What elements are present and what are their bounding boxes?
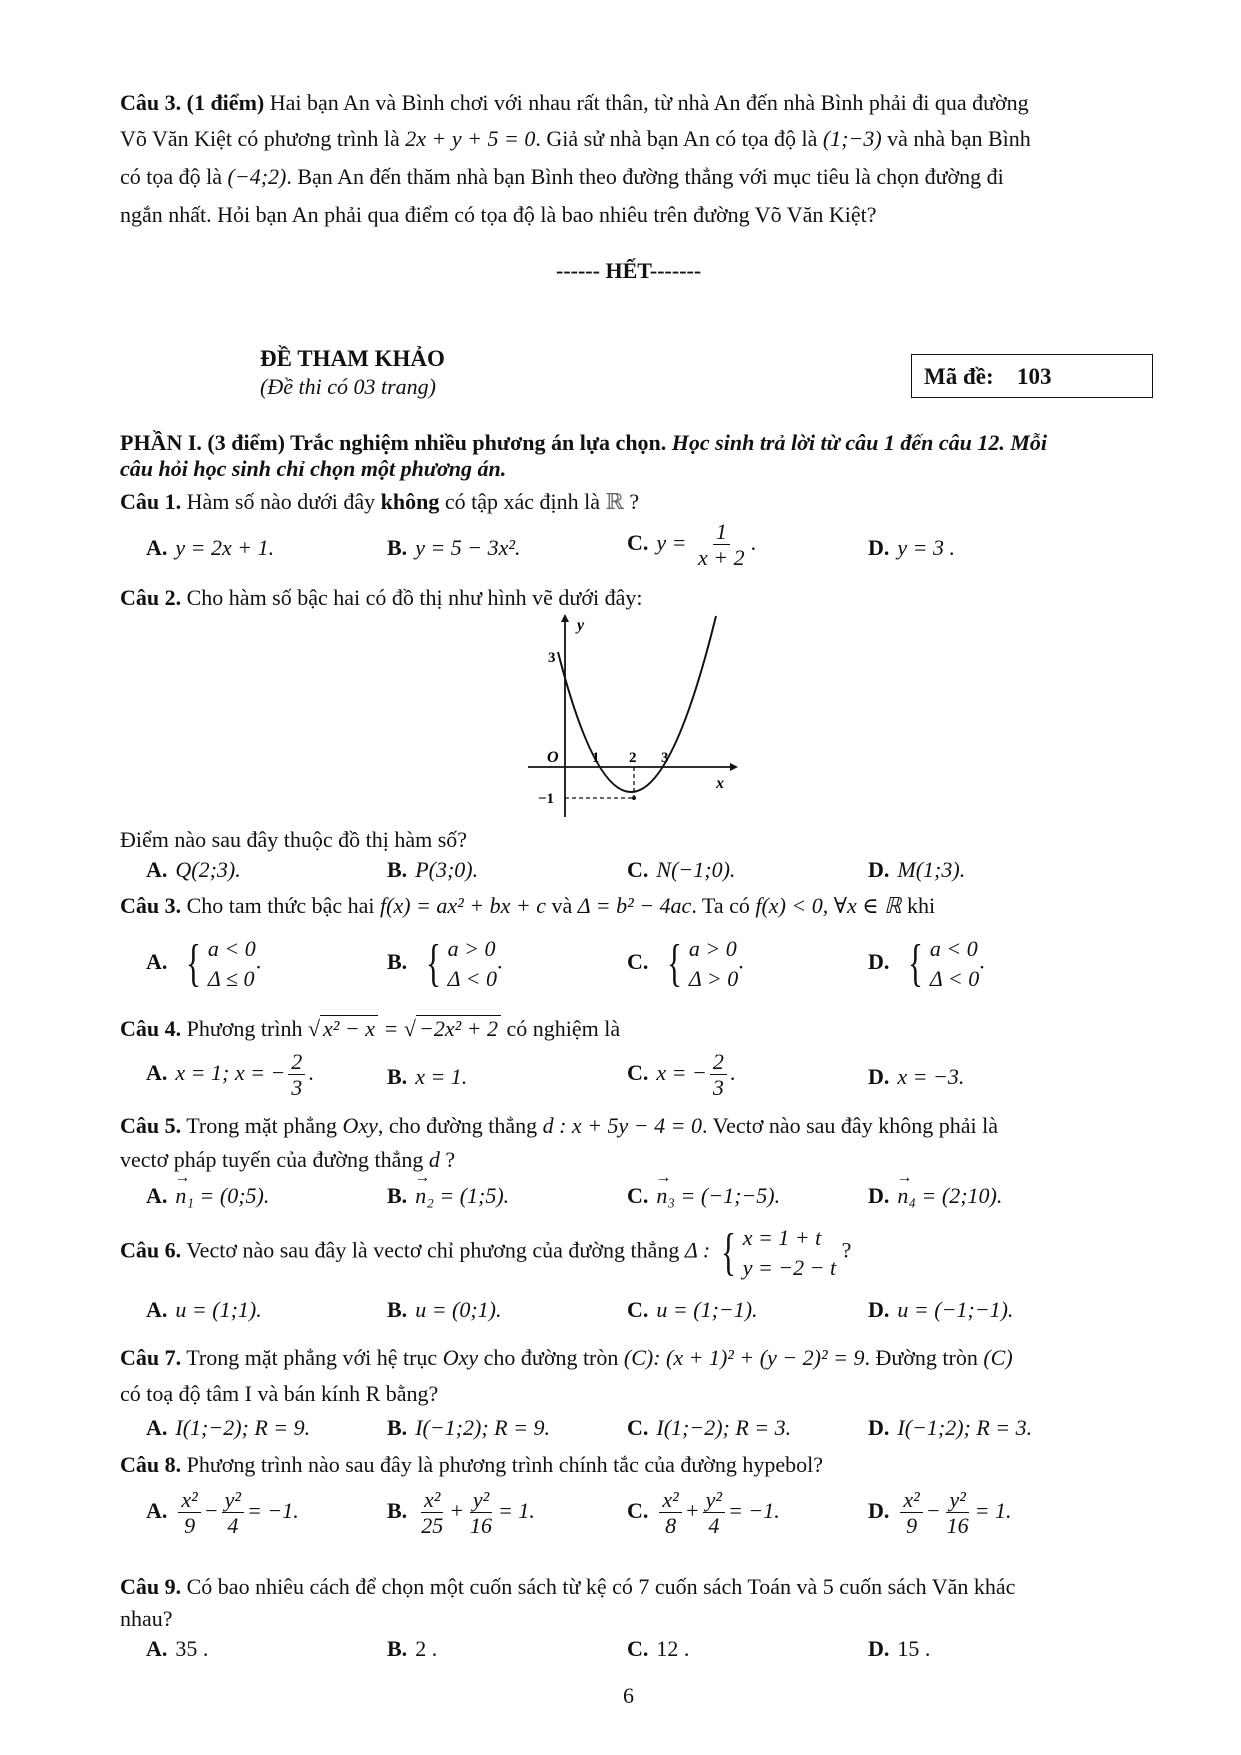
fraction [288, 1049, 305, 1101]
option-letter: D. [868, 1064, 890, 1089]
option-letter: D. [868, 1297, 890, 1322]
option-letter: B. [387, 1497, 408, 1523]
prev-q3-line3 [120, 164, 1004, 190]
q7-option-d[interactable] [868, 1415, 1032, 1441]
option-text: y = 5 − 3x². [415, 535, 521, 560]
q4-option-a[interactable]: A. x = 1; x = − $\frac{2}{3}$ . [146, 1049, 314, 1101]
prev-q3-line2 [120, 126, 1031, 152]
option-letter: A. [146, 535, 168, 560]
parametric-system: { x = 1 + t y = −2 − t [720, 1223, 837, 1281]
option-letter: C. [627, 1415, 649, 1440]
row: a > 0 [447, 936, 496, 961]
q8-option-d[interactable] [868, 1487, 1011, 1539]
denominator: 3 [291, 1075, 303, 1101]
option-letter: C. [627, 1183, 649, 1208]
text: Phương trình [186, 1016, 303, 1041]
vector: → n₃ [656, 1183, 675, 1209]
y-axis-arrow [561, 614, 569, 622]
option-text: y = 2x + 1. [175, 535, 275, 560]
q2-option-d[interactable] [868, 857, 965, 883]
q9-stem-line2: nhau? [120, 1606, 173, 1631]
text: , cho đường thẳng [377, 1113, 538, 1138]
option-text: I(1;−2); R = 9. [175, 1415, 311, 1440]
question-label: Câu 9. [120, 1574, 182, 1599]
q3-option-d[interactable]: D. { a < 0 Δ < 0 . [868, 934, 985, 992]
parabola-curve [558, 616, 716, 792]
fraction [695, 519, 748, 571]
q1-option-b[interactable] [387, 535, 521, 561]
vector: → n₄ [897, 1183, 916, 1209]
q1-stem [120, 489, 639, 515]
q3-option-c[interactable]: C. { a > 0 Δ > 0 . [627, 934, 744, 992]
q7-option-a[interactable] [146, 1415, 310, 1441]
option-letter: A. [146, 1297, 168, 1322]
exam-code-box [911, 354, 1153, 398]
rhs: = 1. [498, 1497, 535, 1523]
q1-option-a[interactable] [146, 535, 274, 561]
text: Trong mặt phẳng với hệ trục [186, 1345, 438, 1370]
text: ? [445, 1147, 456, 1172]
option-text: 15 . [897, 1636, 931, 1661]
row: a < 0 [207, 936, 256, 961]
rhs: = −1. [728, 1497, 780, 1523]
circle-name: (C) [983, 1345, 1013, 1370]
x-axis-label: x [716, 775, 724, 792]
text: Có bao nhiêu cách để chọn một cuốn sách từ kệ có 7 cuốn sách Toán và 5 cuốn sách Văn khác [186, 1574, 1016, 1599]
option-letter: A. [146, 1059, 168, 1085]
option-text: x = 1; x = − [175, 1059, 286, 1085]
option-letter: D. [868, 535, 890, 560]
text: Trong mặt phẳng [186, 1113, 337, 1138]
option-letter: C. [627, 948, 649, 974]
q5-option-d[interactable] [868, 1183, 1002, 1209]
option-letter: B. [387, 948, 408, 974]
q9-option-b[interactable] [387, 1636, 437, 1662]
row: y = −2 − t [742, 1254, 837, 1280]
plane-name: Oxy [442, 1345, 479, 1370]
page-number: 6 [623, 1683, 634, 1708]
question-label: Câu 1. [120, 489, 182, 514]
text: Vectơ nào sau đây là vectơ chỉ phương của đường thẳng [186, 1237, 680, 1263]
row: Δ > 0 [688, 965, 739, 991]
numerator: y² [703, 1487, 725, 1513]
option-letter: A. [146, 1636, 168, 1661]
q3-stem [120, 893, 935, 919]
option-letter: B. [387, 1415, 408, 1440]
q2-option-a[interactable] [146, 857, 241, 883]
q6-option-c[interactable] [627, 1297, 758, 1323]
option-letter: C. [627, 1636, 649, 1661]
rhs: = −1. [247, 1497, 299, 1523]
option-letter: C. [627, 529, 649, 555]
option-letter: C. [627, 1297, 649, 1322]
q7-option-c[interactable] [627, 1415, 791, 1441]
parabola-graph [520, 612, 740, 822]
denominator: 4 [227, 1513, 239, 1539]
option-letter: D. [868, 1183, 890, 1208]
text: . Ta có [691, 893, 750, 918]
option-text: 35 . [175, 1636, 209, 1661]
q6-option-b[interactable] [387, 1297, 502, 1323]
q7-option-b[interactable] [387, 1415, 550, 1441]
text: . Đường tròn [864, 1345, 978, 1370]
option-text: I(1;−2); R = 3. [656, 1415, 792, 1440]
option-text: y = [656, 529, 687, 555]
q2-option-b[interactable] [387, 857, 478, 883]
option-letter: A. [146, 1183, 168, 1208]
row: a < 0 [929, 936, 978, 961]
option-letter: B. [387, 535, 408, 560]
y-axis-label: y [577, 617, 585, 634]
option-letter: D. [868, 1636, 890, 1661]
option-text: . [750, 529, 757, 555]
numerator: 2 [710, 1049, 727, 1075]
operator: + [449, 1497, 465, 1523]
text: có tọa độ là [120, 164, 223, 189]
operator: − [925, 1497, 941, 1523]
numerator: x² [421, 1487, 443, 1513]
denominator: 9 [184, 1513, 196, 1539]
text: có nghiệm là [506, 1016, 621, 1041]
option-text: P(3;0). [415, 857, 479, 882]
q2-stem [120, 585, 642, 611]
exam-subtitle: (Đề thi có 03 trang) [260, 374, 436, 399]
question-label: Câu 2. [120, 585, 182, 610]
q5-stem-line1 [120, 1113, 998, 1139]
tick-x-2: 2 [629, 750, 637, 766]
equation: d : x + 5y − 4 = 0 [542, 1113, 703, 1138]
exam-code-label: Mã đề: [924, 364, 994, 389]
text: Hàm số nào dưới đây [186, 489, 376, 514]
q2-option-c[interactable] [627, 857, 735, 883]
text: cho đường tròn [483, 1345, 619, 1370]
q8-stem [120, 1452, 823, 1478]
question-label: Câu 8. [120, 1452, 182, 1477]
numerator: y² [470, 1487, 492, 1513]
option-letter: A. [146, 948, 168, 974]
text-bold: không [380, 489, 440, 514]
option-letter: A. [146, 1497, 168, 1523]
row: Δ ≤ 0 [207, 965, 255, 991]
tick-x-3: 3 [661, 750, 669, 766]
numerator: y² [946, 1487, 968, 1513]
q3-option-b[interactable]: B. { a > 0 Δ < 0 . [387, 934, 503, 992]
denominator: x + 2 [698, 545, 745, 571]
option-letter: D. [868, 948, 890, 974]
q9-option-c[interactable] [627, 1636, 689, 1662]
option-text: y = 3 . [897, 535, 956, 560]
q6-option-a[interactable] [146, 1297, 262, 1323]
option-text: I(−1;2); R = 9. [415, 1415, 550, 1440]
part-title: PHẦN I. (3 điểm) Trắc nghiệm nhiều phương án lựa chọn. [120, 430, 667, 455]
row: Δ < 0 [929, 965, 980, 991]
option-letter: D. [868, 857, 890, 882]
option-letter: D. [868, 1415, 890, 1440]
numerator: y² [222, 1487, 244, 1513]
text: Cho hàm số bậc hai có đồ thị như hình vẽ dưới đây: [186, 585, 643, 610]
set-symbol: ℝ [605, 489, 624, 514]
q6-stem [120, 1223, 851, 1282]
q9-option-d[interactable] [868, 1636, 930, 1662]
equation: 2x + y + 5 = 0 [405, 126, 536, 151]
q1-option-c[interactable] [627, 519, 756, 571]
question-label: Câu 3. [120, 90, 182, 115]
q7-stem-line2: có toạ độ tâm I và bán kính R bằng? [120, 1381, 439, 1406]
text: . Giả sử nhà bạn An có tọa độ là [535, 126, 818, 151]
tick-y-3: 3 [548, 650, 556, 666]
denominator: 8 [665, 1513, 677, 1539]
numerator: 1 [713, 519, 730, 545]
q4-option-c[interactable]: C. x = − $\frac{2}{3}$ . [627, 1049, 736, 1101]
option-text: 2 . [415, 1636, 438, 1661]
option-text: 12 . [656, 1636, 690, 1661]
radicand: −2x² + 2 [416, 1015, 501, 1041]
q9-stem-line1 [120, 1574, 1015, 1600]
option-text: = (0;5). [199, 1183, 270, 1208]
numerator: x² [900, 1487, 922, 1513]
equation: f(x) < 0, ∀x ∈ ℝ [755, 893, 902, 918]
question-label: Câu 5. [120, 1113, 182, 1138]
q8-option-b[interactable] [387, 1487, 535, 1539]
q7-stem-line1 [120, 1345, 1013, 1371]
option-text: u = (1;1). [175, 1297, 262, 1322]
vertex-point [632, 796, 636, 800]
exam-title: ĐỀ THAM KHẢO [260, 346, 445, 371]
q4-option-b[interactable] [387, 1064, 467, 1090]
denominator: 3 [712, 1075, 724, 1101]
origin-label: O [547, 749, 559, 766]
question-label: Câu 4. [120, 1016, 182, 1041]
system: { a < 0 Δ ≤ 0 [185, 934, 256, 992]
plane-name: Oxy [342, 1113, 378, 1138]
text: và [551, 893, 573, 918]
text: và nhà bạn Bình [887, 126, 1031, 151]
system: { a < 0 Δ < 0 [907, 934, 980, 992]
q1-option-d[interactable] [868, 535, 955, 561]
system: { a > 0 Δ < 0 [425, 934, 498, 992]
text: có tập xác định là [444, 489, 601, 514]
q3-option-a[interactable]: A. { a < 0 Δ ≤ 0 . [146, 934, 262, 992]
vector: → n₂ [415, 1183, 434, 1209]
option-letter: B. [387, 1636, 408, 1661]
option-letter: B. [387, 857, 408, 882]
x-axis-arrow [730, 763, 738, 771]
option-text: u = (1;−1). [656, 1297, 758, 1322]
denominator: 16 [946, 1513, 969, 1539]
option-text: = (2;10). [921, 1183, 1003, 1208]
line-name: d [428, 1147, 440, 1172]
point: (−4;2) [227, 164, 287, 189]
text: Hai bạn An và Bình chơi với nhau rất thân, từ nhà An đến nhà Bình phải đi qua đường [269, 90, 1029, 115]
text: Cho tam thức bậc hai [186, 893, 375, 918]
text: ? [629, 489, 640, 514]
vector: → n₁ [175, 1183, 194, 1209]
row: x = 1 + t [742, 1225, 822, 1250]
text: vectơ pháp tuyến của đường thẳng [120, 1147, 424, 1172]
equals: = [383, 1016, 399, 1041]
q5-stem-line2 [120, 1147, 455, 1173]
numerator: x² [178, 1487, 200, 1513]
equation: Δ = b² − 4ac [577, 893, 692, 918]
option-letter: C. [627, 857, 649, 882]
option-letter: B. [387, 1064, 408, 1089]
option-text: = (−1;−5). [680, 1183, 781, 1208]
denominator: 25 [421, 1513, 444, 1539]
row: Δ < 0 [447, 965, 498, 991]
text: . Vectơ nào sau đây không phải là [702, 1113, 998, 1138]
option-letter: D. [868, 1497, 890, 1523]
denominator: 9 [906, 1513, 918, 1539]
text: . Bạn An đến thăm nhà bạn Bình theo đường thẳng với mục tiêu là chọn đường đi [286, 164, 1004, 189]
end-mark: ------ HẾT------- [556, 258, 702, 283]
text: ngắn nhất. Hỏi bạn An phải qua điểm có tọa độ là bao nhiêu trên đường Võ Văn Kiệt? [120, 202, 877, 227]
prev-q3-line1 [120, 90, 1029, 116]
numerator: x² [659, 1487, 681, 1513]
option-letter: B. [387, 1297, 408, 1322]
q9-option-a[interactable] [146, 1636, 208, 1662]
option-text: N(−1;0). [656, 857, 736, 882]
q5-option-b[interactable] [387, 1183, 509, 1209]
q4-stem: Câu 4. Phương trình √ x² − x = √ −2x² + 2 có nghiệm là [120, 1016, 621, 1041]
denominator: 16 [470, 1513, 493, 1539]
q8-option-c[interactable] [627, 1487, 780, 1539]
option-text: x = − [656, 1059, 707, 1085]
option-text: I(−1;2); R = 3. [897, 1415, 1033, 1440]
q5-option-a[interactable] [146, 1183, 269, 1209]
question-label: Câu 6. [120, 1237, 182, 1263]
option-text: u = (0;1). [415, 1297, 502, 1322]
option-letter: A. [146, 1415, 168, 1440]
q8-option-a[interactable] [146, 1487, 299, 1539]
equation: f(x) = ax² + bx + c [380, 893, 546, 918]
option-text: = (1;5). [439, 1183, 510, 1208]
option-text: u = (−1;−1). [897, 1297, 1014, 1322]
system: { a > 0 Δ > 0 [666, 934, 739, 992]
option-letter: C. [627, 1497, 649, 1523]
tick-y-minus1: −1 [538, 791, 555, 807]
text: Phương trình nào sau đây là phương trình chính tắc của đường hypebol? [186, 1452, 824, 1477]
denominator: 4 [708, 1513, 720, 1539]
exam-code-value: 103 [1017, 364, 1052, 389]
q4-option-d[interactable] [868, 1064, 964, 1090]
part1-line2: câu hỏi học sinh chỉ chọn một phương án. [120, 456, 507, 481]
text: khi [907, 893, 936, 918]
q6-option-d[interactable] [868, 1297, 1013, 1323]
point: (1;−3) [822, 126, 882, 151]
question-label: Câu 7. [120, 1345, 182, 1370]
radicand: x² − x [320, 1015, 378, 1041]
q5-option-c[interactable] [627, 1183, 780, 1209]
tick-x-1: 1 [592, 750, 600, 766]
part1-line1 [120, 430, 1047, 456]
question-label: Câu 3. [120, 893, 182, 918]
row: a > 0 [688, 936, 737, 961]
text: ? [841, 1237, 852, 1263]
option-text: x = −3. [897, 1064, 965, 1089]
option-text: Q(2;3). [175, 857, 241, 882]
option-text: x = 1. [415, 1064, 468, 1089]
instruction: Học sinh trả lời từ câu 1 đến câu 12. Mỗi [671, 430, 1047, 455]
option-text: M(1;3). [897, 857, 966, 882]
option-letter: C. [627, 1059, 649, 1085]
operator: − [203, 1497, 219, 1523]
fraction [710, 1049, 727, 1101]
rhs: = 1. [974, 1497, 1012, 1523]
option-letter: B. [387, 1183, 408, 1208]
prev-q3-line4 [120, 202, 877, 228]
equation: (C): (x + 1)² + (y − 2)² = 9 [623, 1345, 865, 1370]
option-letter: A. [146, 857, 168, 882]
q2-question: Điểm nào sau đây thuộc đồ thị hàm số? [120, 827, 468, 852]
text: Võ Văn Kiệt có phương trình là [120, 126, 400, 151]
line-name: Δ : [684, 1237, 711, 1263]
operator: + [684, 1497, 700, 1523]
points: (1 điểm) [186, 90, 265, 115]
numerator: 2 [288, 1049, 305, 1075]
